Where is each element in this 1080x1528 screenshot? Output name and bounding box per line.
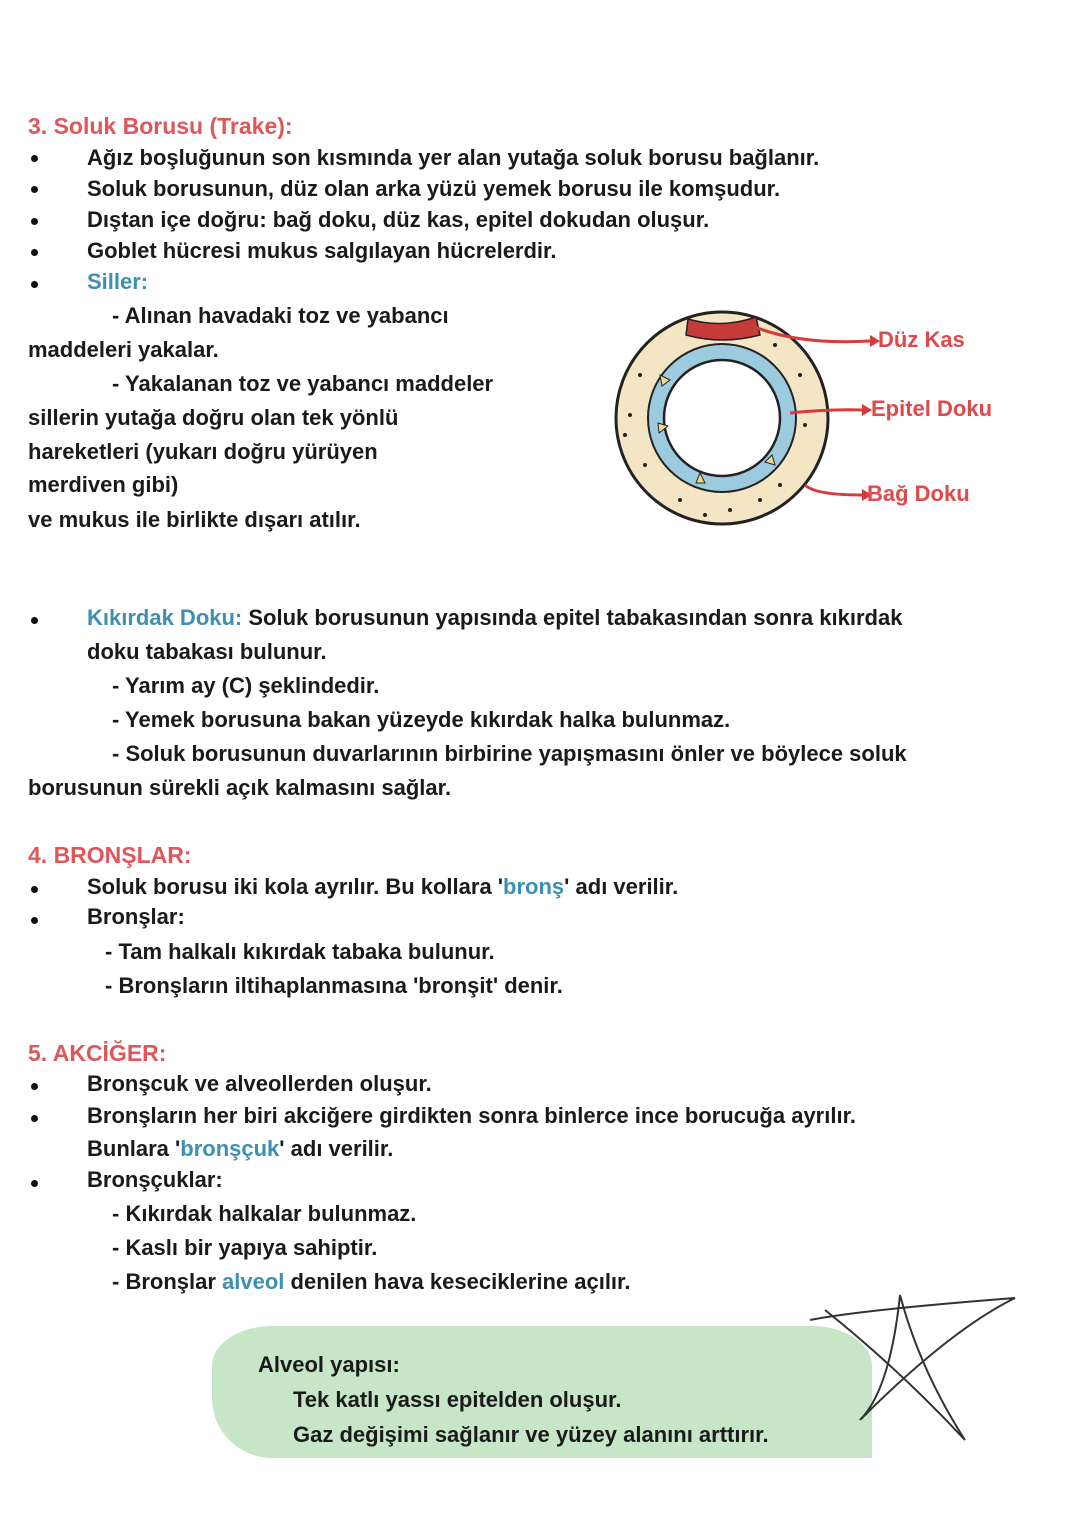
bullet-text: Bronşçuklar: [87, 1167, 223, 1192]
term-alveol: alveol [222, 1269, 285, 1294]
siller-line: ve mukus ile birlikte dışarı atılır. [28, 507, 361, 532]
sub-line: - Bronşların iltihaplanmasına 'bronşit' denir. [105, 973, 563, 998]
text: Soluk borusu iki kola ayrılır. Bu kollara ' [87, 874, 504, 899]
star-scribble-icon [800, 1290, 1030, 1460]
trachea-ring [616, 312, 828, 524]
bullet-text: Bronşların her biri akciğere girdikten sonra binlerce ince borucuğa ayrılır. [87, 1103, 857, 1128]
sub-line: - Kıkırdak halkalar bulunmaz. [112, 1201, 417, 1226]
label-duz-kas: Düz Kas [878, 327, 965, 352]
kikirdak-line: - Soluk borusunun duvarlarının birbirine yapışmasını önler ve böylece soluk [112, 741, 907, 766]
bullet-text: Soluk borusunun, düz olan arka yüzü yemek borusu ile komşudur. [87, 176, 781, 201]
siller-line: hareketleri (yukarı doğru yürüyen [28, 439, 378, 464]
label-epitel-doku: Epitel Doku [871, 396, 993, 421]
term-brons: bronş [503, 874, 565, 899]
note-title: Alveol yapısı: [258, 1352, 400, 1377]
siller-label: Siller: [87, 269, 149, 294]
bullet-text [87, 1135, 393, 1163]
sub-line: - Tam halkalı kıkırdak tabaka bulunur. [105, 939, 495, 964]
kikirdak-line: borusunun sürekli açık kalmasını sağlar. [28, 775, 452, 800]
siller-line: - Alınan havadaki toz ve yabancı [112, 303, 449, 328]
bullet [31, 917, 38, 924]
bullet [31, 186, 38, 193]
bullet-text: Dıştan içe doğru: bağ doku, düz kas, epitel dokudan oluşur. [87, 207, 710, 232]
kikirdak-text: Soluk borusunun yapısında epitel tabakasından sonra kıkırdak [242, 605, 903, 630]
section-title-bronslar: 4. BRONŞLAR: [28, 842, 192, 868]
text: ' adı verilir. [564, 874, 679, 899]
bullet [31, 1083, 38, 1090]
kikirdak-label: Kıkırdak Doku: [87, 605, 243, 630]
bullet-text: Ağız boşluğunun son kısmında yer alan yutağa soluk borusu bağlanır. [87, 145, 820, 170]
bullet-text: Bronşcuk ve alveollerden oluşur. [87, 1071, 432, 1096]
bullet [31, 249, 38, 256]
text: denilen hava keseciklerine açılır. [284, 1269, 631, 1294]
kikirdak-line: doku tabakası bulunur. [87, 639, 327, 664]
siller-line: sillerin yutağa doğru olan tek yönlü [28, 405, 399, 430]
section-title-trake: 3. Soluk Borusu (Trake): [28, 113, 293, 139]
term-bronscuk: bronşçuk [180, 1136, 280, 1161]
kikirdak-line: - Yarım ay (C) şeklindedir. [112, 673, 380, 698]
text: - Bronşlar [112, 1269, 223, 1294]
note-line: Gaz değişimi sağlanır ve yüzey alanını arttırır. [293, 1422, 769, 1447]
section-title-akciger: 5. AKCİĞER: [28, 1040, 167, 1066]
sub-line: - Kaslı bir yapıya sahiptir. [112, 1235, 378, 1260]
text: Bunlara ' [87, 1136, 181, 1161]
bullet [31, 155, 38, 162]
bullet [31, 281, 38, 288]
siller-line: merdiven gibi) [28, 472, 179, 497]
bullet [31, 218, 38, 225]
kikirdak-line [87, 604, 902, 632]
text: ' adı verilir. [279, 1136, 394, 1161]
sub-line [112, 1268, 631, 1296]
note-line: Tek katlı yassı epitelden oluşur. [293, 1387, 622, 1412]
label-bag-doku: Bağ Doku [867, 481, 970, 506]
siller-line: - Yakalanan toz ve yabancı maddeler [112, 371, 494, 396]
siller-line: maddeleri yakalar. [28, 337, 219, 362]
bullet [31, 1180, 38, 1187]
bullet-text: Bronşlar: [87, 904, 185, 929]
bullet [31, 1115, 38, 1122]
bullet-text [87, 873, 678, 901]
bullet-text: Goblet hücresi mukus salgılayan hücrelerdir. [87, 238, 557, 263]
bullet [31, 886, 38, 893]
kikirdak-line: - Yemek borusuna bakan yüzeyde kıkırdak halka bulunmaz. [112, 707, 731, 732]
bullet [31, 617, 38, 624]
